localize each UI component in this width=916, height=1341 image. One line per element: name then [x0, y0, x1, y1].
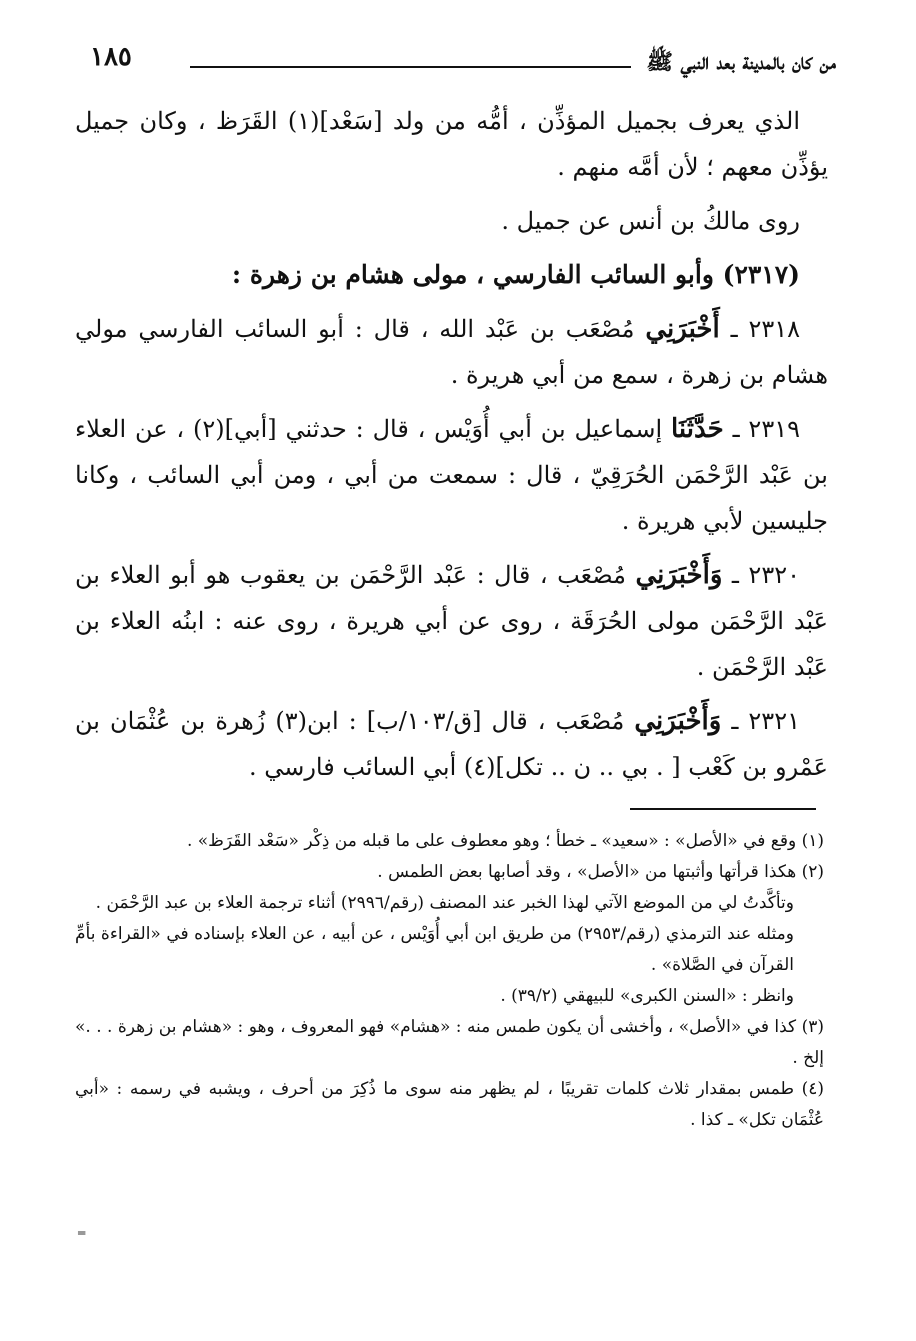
footnote-4: (٤) طمس بمقدار ثلاث كلمات تقريبًا ، لم يظهر منه سوى ما ذُكِرَ من أحرف ، ويشبه في رسمه : «أبي عُثْمَان تكل» ـ كذا .	[75, 1079, 824, 1130]
page-number: ١٨٥	[90, 42, 132, 72]
page-header	[90, 42, 836, 82]
printer-mark: ═	[78, 1226, 86, 1240]
narration-keyword: حَدَّثَنَا	[671, 414, 724, 444]
narration-keyword: وَأَخْبَرَنِي	[635, 560, 723, 590]
entry-number: ٢٣٢١ ـ	[731, 707, 800, 735]
footnote-separator	[630, 808, 816, 810]
entry-text: مُصْعَب ، قال [ق/١٠٣/ب] : ابن(٣) زُهرة بن عُثْمَان بن عَمْرو بن كَعْب [ . بي .. ن .. تكل](٤) أبي السائب فارسي .	[75, 707, 828, 781]
narration-keyword: وَأَخْبَرَنِي	[634, 706, 722, 736]
footnote-2-bayhaqi: وانظر : «السنن الكبرى» للبيهقي (٣٩/٢) .	[500, 986, 794, 1006]
entry-heading-2317: (٢٣١٧) وأبو السائب الفارسي ، مولى هشام بن زهرة :	[231, 260, 800, 289]
entry-2320	[75, 552, 828, 690]
narration-keyword: أَخْبَرَنِي	[645, 314, 720, 344]
paragraph-jamil: الذي يعرف بجميل المؤذِّن ، أمُّه من ولد [سَعْد](١) القَرَظ ، وكان جميل يؤذِّن معهم ؛ لأن أمَّه منهم .	[75, 107, 828, 181]
footnote-3: (٣) كذا في «الأصل» ، وأخشى أن يكون طمس منه : «هشام» فهو المعروف ، وهو : «هشام بن زهرة . . .» إلخ .	[75, 1017, 824, 1068]
entry-2319	[75, 406, 828, 544]
entry-text: إسماعيل بن أبي أُوَيْس ، قال : حدثني [أبي](٢) ، عن العلاء بن عَبْد الرَّحْمَن الحُرَقِيّ ، قال : سمعت من أبي ، ومن أبي السائب ، وكانا جليسين لأبي هريرة .	[75, 415, 828, 535]
entry-text: مُصْعَب ، قال : عَبْد الرَّحْمَن بن يعقوب هو أبو العلاء بن عَبْد الرَّحْمَن مولى الحُرَقَة ، روى عن أبي هريرة ، روى عنه : ابنُه العلاء بن عَبْد الرَّحْمَن .	[75, 561, 828, 681]
entry-2321	[75, 698, 828, 790]
entry-number: ٢٣٢٠ ـ	[731, 561, 800, 589]
entry-number: ٢٣١٩ ـ	[732, 415, 800, 443]
main-text	[75, 98, 828, 798]
entry-2318	[75, 306, 828, 398]
footnote-2: (٢) هكذا قرأتها وأثبتها من «الأصل» ، وقد أصابها بعض الطمس .	[377, 862, 824, 882]
entry-text: مُصْعَب بن عَبْد الله ، قال : أبو السائب الفارسي مولي هشام بن زهرة ، سمع من أبي هريرة .	[75, 315, 828, 389]
paragraph-malik: روى مالكُ بن أنس عن جميل .	[501, 207, 800, 235]
header-rule	[190, 66, 631, 68]
footnote-1: (١) وقع في «الأصل» : «سعيد» ـ خطأ ؛ وهو معطوف على ما قبله من ذِكْر «سَعْد القَرَظ» .	[186, 831, 824, 851]
footnotes	[75, 826, 824, 1136]
footnote-2-continued: وتأكَّدتُ لي من الموضع الآتي لهذا الخبر عند المصنف (رقم/٢٩٩٦) أثناء ترجمة العلاء بن عبد الرَّحْمَن .	[95, 893, 794, 913]
entry-number: ٢٣١٨ ـ	[730, 315, 800, 343]
footnote-2-tirmidhi: ومثله عند الترمذي (رقم/٢٩٥٣) من طريق ابن أبي أُوَيْس ، عن أبيه ، عن العلاء بإسناده في «القراءة بأمِّ القرآن في الصَّلاة» .	[75, 924, 794, 975]
running-title: من كان بالمدينة بعد النبي ﷺ	[646, 49, 836, 75]
